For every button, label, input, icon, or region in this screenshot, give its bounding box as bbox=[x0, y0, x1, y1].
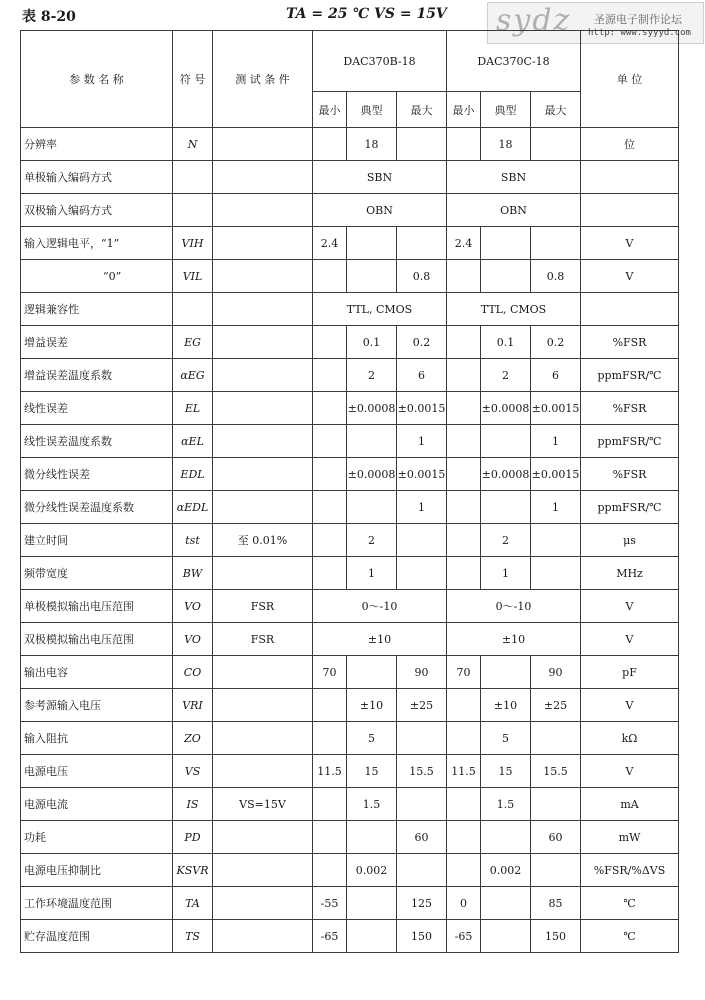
unit-value: mA bbox=[581, 788, 679, 821]
model-c-typ bbox=[481, 656, 531, 689]
max-header: 最大 bbox=[531, 92, 581, 128]
param-name: 微分线性误差温度系数 bbox=[21, 491, 173, 524]
model-c-typ bbox=[481, 260, 531, 293]
param-name: 微分线性误差 bbox=[21, 458, 173, 491]
table-row bbox=[21, 194, 679, 227]
param-symbol: PD bbox=[173, 821, 213, 854]
model-b-header: DAC370B-18 bbox=[313, 31, 447, 92]
model-c-max bbox=[531, 524, 581, 557]
model-c-typ: 0.002 bbox=[481, 854, 531, 887]
model-b-max: 60 bbox=[397, 821, 447, 854]
model-b-max bbox=[397, 227, 447, 260]
unit-value: pF bbox=[581, 656, 679, 689]
model-b-typ: 0.002 bbox=[347, 854, 397, 887]
typ-header: 典型 bbox=[481, 92, 531, 128]
model-b-value: OBN bbox=[313, 194, 447, 227]
model-b-min bbox=[313, 524, 347, 557]
model-c-typ: 2 bbox=[481, 359, 531, 392]
model-c-typ bbox=[481, 821, 531, 854]
model-c-max bbox=[531, 557, 581, 590]
param-name: 双极模拟输出电压范围 bbox=[21, 623, 173, 656]
model-b-min bbox=[313, 326, 347, 359]
model-c-min bbox=[447, 260, 481, 293]
model-b-typ: 1.5 bbox=[347, 788, 397, 821]
model-b-value: SBN bbox=[313, 161, 447, 194]
model-b-typ: 15 bbox=[347, 755, 397, 788]
model-b-max: 0.8 bbox=[397, 260, 447, 293]
param-symbol: EDL bbox=[173, 458, 213, 491]
model-c-max bbox=[531, 227, 581, 260]
model-c-typ: 18 bbox=[481, 128, 531, 161]
test-condition bbox=[213, 227, 313, 260]
model-b-max: 150 bbox=[397, 920, 447, 953]
param-name: 输入阻抗 bbox=[21, 722, 173, 755]
param-symbol: TA bbox=[173, 887, 213, 920]
table-row bbox=[21, 425, 679, 458]
table-row bbox=[21, 293, 679, 326]
model-b-typ bbox=[347, 656, 397, 689]
param-name: 单极输入编码方式 bbox=[21, 161, 173, 194]
model-b-typ: 0.1 bbox=[347, 326, 397, 359]
model-b-max: 90 bbox=[397, 656, 447, 689]
test-condition bbox=[213, 293, 313, 326]
model-b-typ: ±0.0008 bbox=[347, 392, 397, 425]
param-name: 线性误差 bbox=[21, 392, 173, 425]
unit-value: μs bbox=[581, 524, 679, 557]
model-b-typ: 18 bbox=[347, 128, 397, 161]
table-row bbox=[21, 689, 679, 722]
model-b-typ bbox=[347, 821, 397, 854]
model-c-min: -65 bbox=[447, 920, 481, 953]
param-symbol: VIL bbox=[173, 260, 213, 293]
model-c-max bbox=[531, 788, 581, 821]
test-conditions: TA = 25 ℃ VS = 15V bbox=[286, 6, 447, 22]
model-b-min bbox=[313, 722, 347, 755]
model-c-min bbox=[447, 557, 481, 590]
test-condition bbox=[213, 194, 313, 227]
model-b-min bbox=[313, 788, 347, 821]
unit-value: %FSR bbox=[581, 458, 679, 491]
table-row bbox=[21, 392, 679, 425]
test-condition bbox=[213, 491, 313, 524]
model-c-max: 15.5 bbox=[531, 755, 581, 788]
model-c-max: 150 bbox=[531, 920, 581, 953]
table-row bbox=[21, 260, 679, 293]
param-symbol: KSVR bbox=[173, 854, 213, 887]
param-symbol bbox=[173, 194, 213, 227]
unit-value: V bbox=[581, 689, 679, 722]
param-header: 参 数 名 称 bbox=[21, 31, 173, 128]
model-b-typ: ±0.0008 bbox=[347, 458, 397, 491]
param-symbol: EL bbox=[173, 392, 213, 425]
model-c-max: 90 bbox=[531, 656, 581, 689]
model-c-min bbox=[447, 854, 481, 887]
model-b-min: -65 bbox=[313, 920, 347, 953]
unit-value: MHz bbox=[581, 557, 679, 590]
param-name: 建立时间 bbox=[21, 524, 173, 557]
test-condition bbox=[213, 821, 313, 854]
param-symbol: tst bbox=[173, 524, 213, 557]
model-b-min bbox=[313, 359, 347, 392]
param-symbol: BW bbox=[173, 557, 213, 590]
model-c-max bbox=[531, 722, 581, 755]
model-c-max bbox=[531, 128, 581, 161]
model-c-max: 1 bbox=[531, 425, 581, 458]
model-c-max: ±0.0015 bbox=[531, 458, 581, 491]
model-b-min: -55 bbox=[313, 887, 347, 920]
test-condition bbox=[213, 920, 313, 953]
table-row bbox=[21, 656, 679, 689]
unit-value: mW bbox=[581, 821, 679, 854]
test-condition bbox=[213, 755, 313, 788]
min-header: 最小 bbox=[447, 92, 481, 128]
table-row bbox=[21, 755, 679, 788]
model-b-typ: 5 bbox=[347, 722, 397, 755]
model-c-min bbox=[447, 788, 481, 821]
model-c-typ bbox=[481, 887, 531, 920]
model-c-min: 11.5 bbox=[447, 755, 481, 788]
param-symbol bbox=[173, 161, 213, 194]
model-b-typ bbox=[347, 227, 397, 260]
param-name: 频带宽度 bbox=[21, 557, 173, 590]
test-condition bbox=[213, 689, 313, 722]
unit-value: V bbox=[581, 260, 679, 293]
table-row bbox=[21, 161, 679, 194]
unit-value: V bbox=[581, 227, 679, 260]
table-row bbox=[21, 821, 679, 854]
param-symbol: ZO bbox=[173, 722, 213, 755]
model-c-typ: 5 bbox=[481, 722, 531, 755]
model-c-min bbox=[447, 392, 481, 425]
param-name: 贮存温度范围 bbox=[21, 920, 173, 953]
model-b-min bbox=[313, 128, 347, 161]
param-symbol bbox=[173, 293, 213, 326]
watermark-url: http: www.syyyd.com bbox=[588, 28, 691, 38]
table-row bbox=[21, 788, 679, 821]
test-condition bbox=[213, 887, 313, 920]
model-b-max bbox=[397, 854, 447, 887]
test-condition bbox=[213, 161, 313, 194]
model-b-max bbox=[397, 524, 447, 557]
param-symbol: αEG bbox=[173, 359, 213, 392]
test-condition bbox=[213, 359, 313, 392]
param-name: 分辨率 bbox=[21, 128, 173, 161]
unit-header: 单 位 bbox=[581, 31, 679, 128]
model-c-typ: 2 bbox=[481, 524, 531, 557]
model-b-max: 125 bbox=[397, 887, 447, 920]
watermark-logo: sydz bbox=[496, 3, 572, 38]
param-symbol: αEL bbox=[173, 425, 213, 458]
param-name: “0” bbox=[21, 260, 173, 293]
test-condition-header: 测 试 条 件 bbox=[213, 31, 313, 128]
model-b-max bbox=[397, 557, 447, 590]
model-b-min: 70 bbox=[313, 656, 347, 689]
model-c-max bbox=[531, 854, 581, 887]
unit-value: V bbox=[581, 623, 679, 656]
param-name: 参考源输入电压 bbox=[21, 689, 173, 722]
model-c-min bbox=[447, 425, 481, 458]
symbol-header: 符 号 bbox=[173, 31, 213, 128]
model-b-min bbox=[313, 425, 347, 458]
model-c-typ bbox=[481, 920, 531, 953]
model-b-value: 0～-10 bbox=[313, 590, 447, 623]
model-c-max: 0.8 bbox=[531, 260, 581, 293]
min-header: 最小 bbox=[313, 92, 347, 128]
model-b-max: 15.5 bbox=[397, 755, 447, 788]
model-c-max: 60 bbox=[531, 821, 581, 854]
test-condition: FSR bbox=[213, 623, 313, 656]
model-b-min bbox=[313, 821, 347, 854]
param-symbol: CO bbox=[173, 656, 213, 689]
model-c-value: TTL, CMOS bbox=[447, 293, 581, 326]
param-symbol: TS bbox=[173, 920, 213, 953]
table-row bbox=[21, 722, 679, 755]
model-c-min bbox=[447, 359, 481, 392]
model-b-max bbox=[397, 722, 447, 755]
param-symbol: VRI bbox=[173, 689, 213, 722]
model-c-typ: 1.5 bbox=[481, 788, 531, 821]
model-b-min bbox=[313, 260, 347, 293]
watermark-name: 圣源电子制作论坛 bbox=[594, 13, 682, 26]
param-symbol: N bbox=[173, 128, 213, 161]
model-b-max: 1 bbox=[397, 491, 447, 524]
table-row bbox=[21, 326, 679, 359]
param-name: 电源电压 bbox=[21, 755, 173, 788]
param-name: 双极输入编码方式 bbox=[21, 194, 173, 227]
model-b-typ bbox=[347, 491, 397, 524]
unit-value: V bbox=[581, 590, 679, 623]
model-b-min bbox=[313, 689, 347, 722]
table-row bbox=[21, 128, 679, 161]
spec-table bbox=[20, 30, 679, 953]
model-b-max: ±25 bbox=[397, 689, 447, 722]
model-c-typ: ±0.0008 bbox=[481, 458, 531, 491]
model-c-typ: 15 bbox=[481, 755, 531, 788]
table-number: 表 8-20 bbox=[22, 9, 76, 25]
param-symbol: VO bbox=[173, 590, 213, 623]
unit-value: %FSR bbox=[581, 392, 679, 425]
model-c-typ: ±10 bbox=[481, 689, 531, 722]
param-symbol: VO bbox=[173, 623, 213, 656]
model-c-min: 0 bbox=[447, 887, 481, 920]
param-name: 输出电容 bbox=[21, 656, 173, 689]
unit-value bbox=[581, 194, 679, 227]
test-condition bbox=[213, 458, 313, 491]
table-row bbox=[21, 227, 679, 260]
model-c-value: ±10 bbox=[447, 623, 581, 656]
model-b-typ bbox=[347, 425, 397, 458]
model-c-min: 70 bbox=[447, 656, 481, 689]
param-symbol: VIH bbox=[173, 227, 213, 260]
unit-value: 位 bbox=[581, 128, 679, 161]
param-name: 单极模拟输出电压范围 bbox=[21, 590, 173, 623]
model-b-typ bbox=[347, 260, 397, 293]
model-c-min bbox=[447, 128, 481, 161]
model-c-max: 1 bbox=[531, 491, 581, 524]
model-b-min: 11.5 bbox=[313, 755, 347, 788]
table-row bbox=[21, 458, 679, 491]
model-b-max: 6 bbox=[397, 359, 447, 392]
model-b-max bbox=[397, 128, 447, 161]
test-condition bbox=[213, 128, 313, 161]
unit-value bbox=[581, 293, 679, 326]
model-b-value: ±10 bbox=[313, 623, 447, 656]
unit-value: V bbox=[581, 755, 679, 788]
param-symbol: EG bbox=[173, 326, 213, 359]
table-row bbox=[21, 491, 679, 524]
model-c-max: 85 bbox=[531, 887, 581, 920]
unit-value: %FSR/%ΔVS bbox=[581, 854, 679, 887]
param-symbol: IS bbox=[173, 788, 213, 821]
unit-value bbox=[581, 161, 679, 194]
model-c-max: ±0.0015 bbox=[531, 392, 581, 425]
test-condition: FSR bbox=[213, 590, 313, 623]
model-b-min bbox=[313, 557, 347, 590]
model-c-max: 6 bbox=[531, 359, 581, 392]
test-condition bbox=[213, 392, 313, 425]
param-name: 功耗 bbox=[21, 821, 173, 854]
model-b-typ: 2 bbox=[347, 359, 397, 392]
table-row bbox=[21, 590, 679, 623]
test-condition: VS=15V bbox=[213, 788, 313, 821]
model-b-typ: ±10 bbox=[347, 689, 397, 722]
model-b-typ bbox=[347, 920, 397, 953]
model-c-min bbox=[447, 524, 481, 557]
model-c-value: OBN bbox=[447, 194, 581, 227]
test-condition bbox=[213, 425, 313, 458]
test-condition bbox=[213, 326, 313, 359]
model-b-typ bbox=[347, 887, 397, 920]
model-c-typ: ±0.0008 bbox=[481, 392, 531, 425]
model-b-min bbox=[313, 491, 347, 524]
test-condition bbox=[213, 260, 313, 293]
model-c-value: SBN bbox=[447, 161, 581, 194]
model-b-min bbox=[313, 392, 347, 425]
unit-value: ℃ bbox=[581, 920, 679, 953]
unit-value: kΩ bbox=[581, 722, 679, 755]
model-b-typ: 2 bbox=[347, 524, 397, 557]
model-c-typ bbox=[481, 425, 531, 458]
model-c-min bbox=[447, 491, 481, 524]
model-c-typ bbox=[481, 491, 531, 524]
param-name: 输入逻辑电平，“1” bbox=[21, 227, 173, 260]
model-c-typ: 1 bbox=[481, 557, 531, 590]
typ-header: 典型 bbox=[347, 92, 397, 128]
model-c-min bbox=[447, 722, 481, 755]
test-condition: 至 0.01% bbox=[213, 524, 313, 557]
test-condition bbox=[213, 656, 313, 689]
model-c-max: 0.2 bbox=[531, 326, 581, 359]
table-row bbox=[21, 623, 679, 656]
param-name: 线性误差温度系数 bbox=[21, 425, 173, 458]
model-c-min bbox=[447, 821, 481, 854]
table-row bbox=[21, 557, 679, 590]
model-c-typ: 0.1 bbox=[481, 326, 531, 359]
model-b-max: ±0.0015 bbox=[397, 458, 447, 491]
model-c-value: 0～-10 bbox=[447, 590, 581, 623]
param-name: 增益误差 bbox=[21, 326, 173, 359]
test-condition bbox=[213, 722, 313, 755]
model-c-min: 2.4 bbox=[447, 227, 481, 260]
model-c-min bbox=[447, 458, 481, 491]
table-row bbox=[21, 359, 679, 392]
table-row bbox=[21, 887, 679, 920]
param-name: 逻辑兼容性 bbox=[21, 293, 173, 326]
unit-value: ℃ bbox=[581, 887, 679, 920]
unit-value: ppmFSR/℃ bbox=[581, 359, 679, 392]
model-b-max: 0.2 bbox=[397, 326, 447, 359]
param-name: 电源电压抑制比 bbox=[21, 854, 173, 887]
model-c-min bbox=[447, 326, 481, 359]
model-c-typ bbox=[481, 227, 531, 260]
model-b-max: 1 bbox=[397, 425, 447, 458]
model-b-value: TTL, CMOS bbox=[313, 293, 447, 326]
param-name: 工作环境温度范围 bbox=[21, 887, 173, 920]
model-b-max bbox=[397, 788, 447, 821]
model-c-max: ±25 bbox=[531, 689, 581, 722]
param-symbol: αEDL bbox=[173, 491, 213, 524]
model-b-min bbox=[313, 458, 347, 491]
model-b-min: 2.4 bbox=[313, 227, 347, 260]
table-row bbox=[21, 854, 679, 887]
model-b-max: ±0.0015 bbox=[397, 392, 447, 425]
model-b-typ: 1 bbox=[347, 557, 397, 590]
param-symbol: VS bbox=[173, 755, 213, 788]
model-b-min bbox=[313, 854, 347, 887]
table-row bbox=[21, 920, 679, 953]
unit-value: ppmFSR/℃ bbox=[581, 425, 679, 458]
param-name: 增益误差温度系数 bbox=[21, 359, 173, 392]
unit-value: %FSR bbox=[581, 326, 679, 359]
test-condition bbox=[213, 557, 313, 590]
test-condition bbox=[213, 854, 313, 887]
max-header: 最大 bbox=[397, 92, 447, 128]
model-c-min bbox=[447, 689, 481, 722]
table-row bbox=[21, 524, 679, 557]
param-name: 电源电流 bbox=[21, 788, 173, 821]
model-c-header: DAC370C-18 bbox=[447, 31, 581, 92]
unit-value: ppmFSR/℃ bbox=[581, 491, 679, 524]
